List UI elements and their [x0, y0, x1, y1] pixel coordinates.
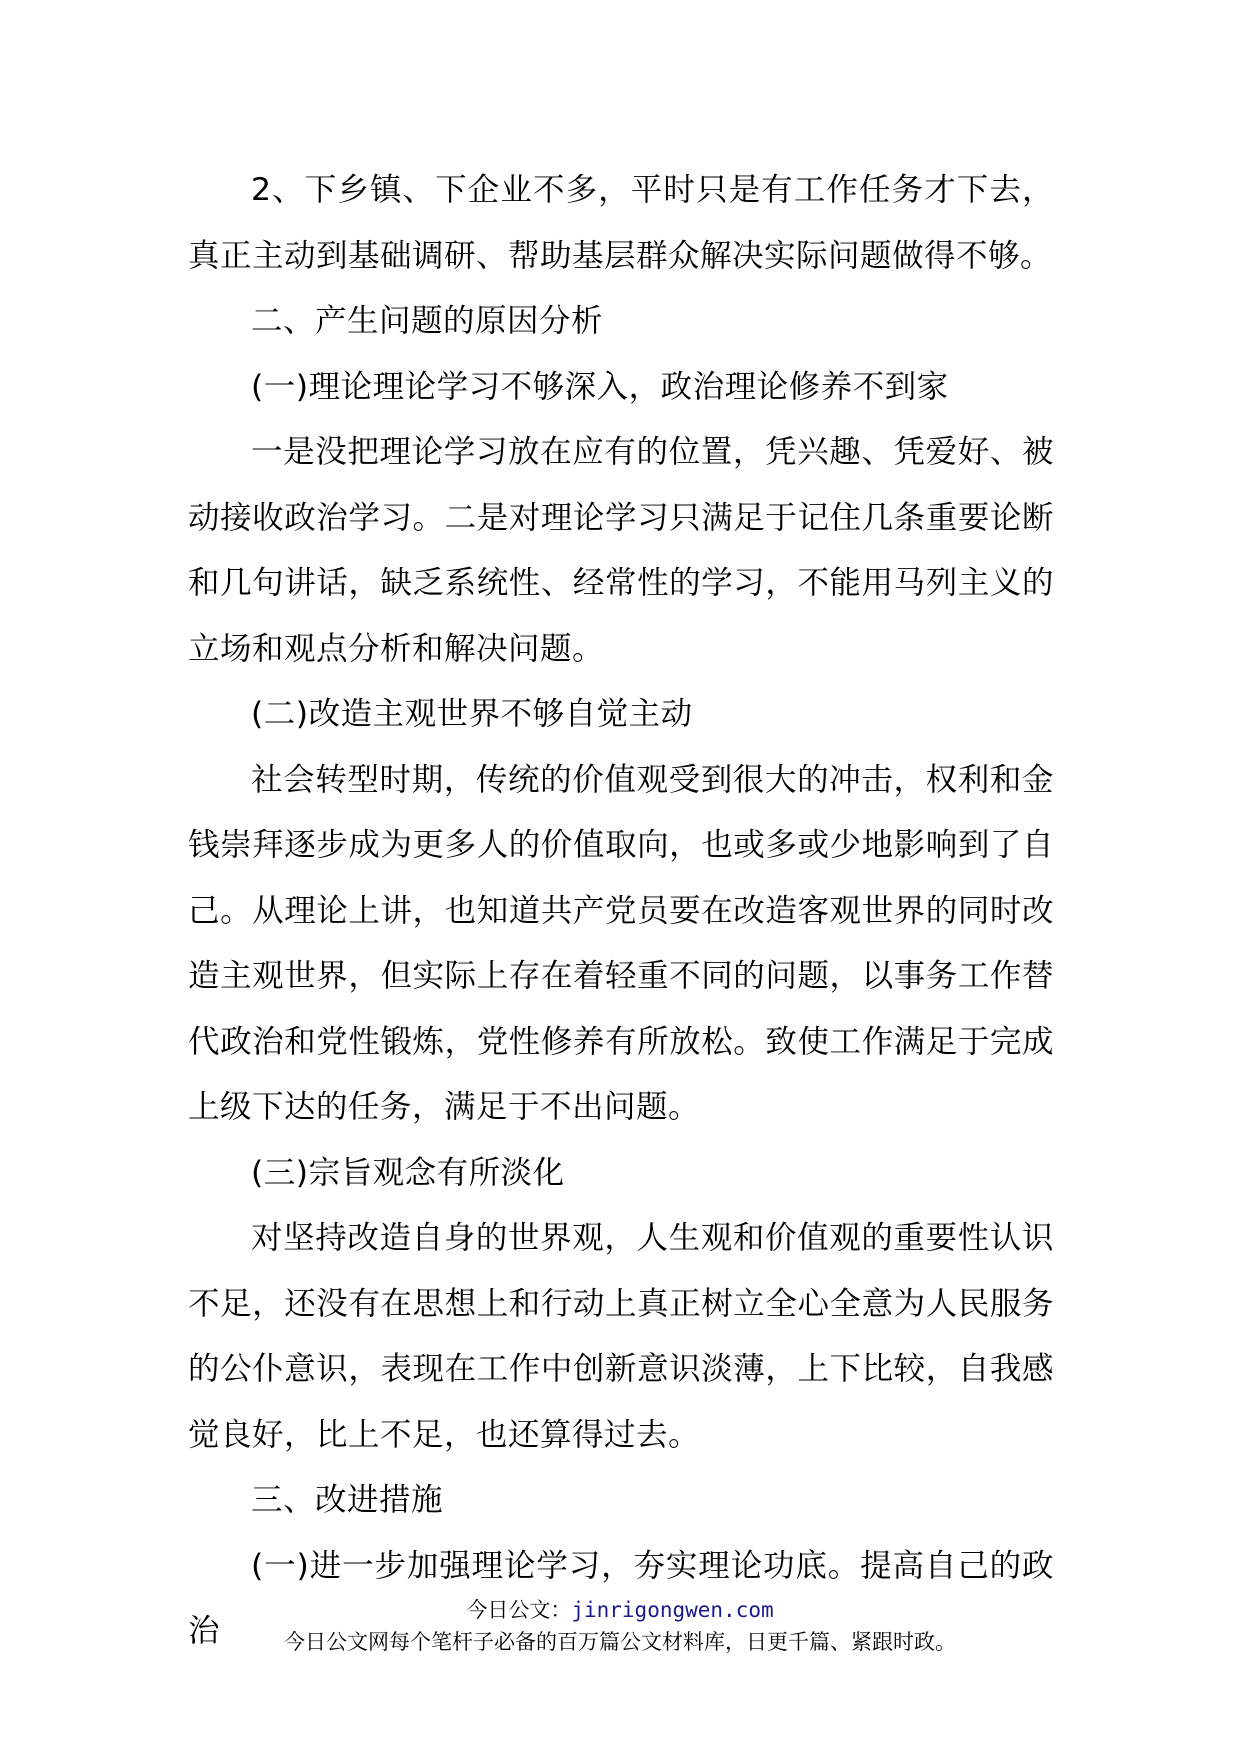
footer-site-label: 今日公文： [466, 1598, 572, 1622]
paragraph: 2、下乡镇、下企业不多，平时只是有工作任务才下去，真正主动到基础调研、帮助基层群众解决实际问题做得不够。 [188, 172, 1054, 274]
subsection-heading: (二)改造主观世界不够自觉主动 [251, 696, 693, 732]
section-heading: 三、改进措施 [251, 1482, 444, 1518]
section-heading: 二、产生问题的原因分析 [251, 303, 604, 339]
paragraph: (一)进一步加强理论学习，夯实理论功底。提高自己的政治 [188, 1547, 1054, 1649]
subsection-heading: (一)理论理论学习不够深入，政治理论修养不到家 [251, 368, 949, 405]
footer-slogan: 今日公文网每个笔杆子必备的百万篇公文材料库，日更千篇、紧跟时政。 [284, 1630, 956, 1654]
paragraph: 社会转型时期，传统的价值观受到很大的冲击，权利和金钱崇拜逐步成为更多人的价值取向，也或多或少地影响到了自己。从理论上讲，也知道共产党员要在改造客观世界的同时改造主观世界，但实际上存在着轻重不同的问题，以事务工作替代政治和党性锻炼，党性修养有所放松。致使工作满足于完成上级下达的任务，满足于不出问题。 [188, 761, 1054, 1125]
document-body [188, 158, 1054, 1665]
footer-site-line [0, 1596, 1240, 1624]
footer-site-link[interactable]: jinrigongwen.com [571, 1598, 774, 1622]
paragraph: 一是没把理论学习放在应有的位置，凭兴趣、凭爱好、被动接收政治学习。二是对理论学习只满足于记住几条重要论断和几句讲话，缺乏系统性、经常性的学习，不能用马列主义的立场和观点分析和解决问题。 [188, 434, 1054, 667]
subsection-heading: (三)宗旨观念有所淡化 [251, 1154, 565, 1191]
paragraph: 对坚持改造自身的世界观，人生观和价值观的重要性认识不足，还没有在思想上和行动上真正树立全心全意为人民服务的公仆意识，表现在工作中创新意识淡薄，上下比较，自我感觉良好，比上不足，也还算得过去。 [188, 1220, 1054, 1453]
